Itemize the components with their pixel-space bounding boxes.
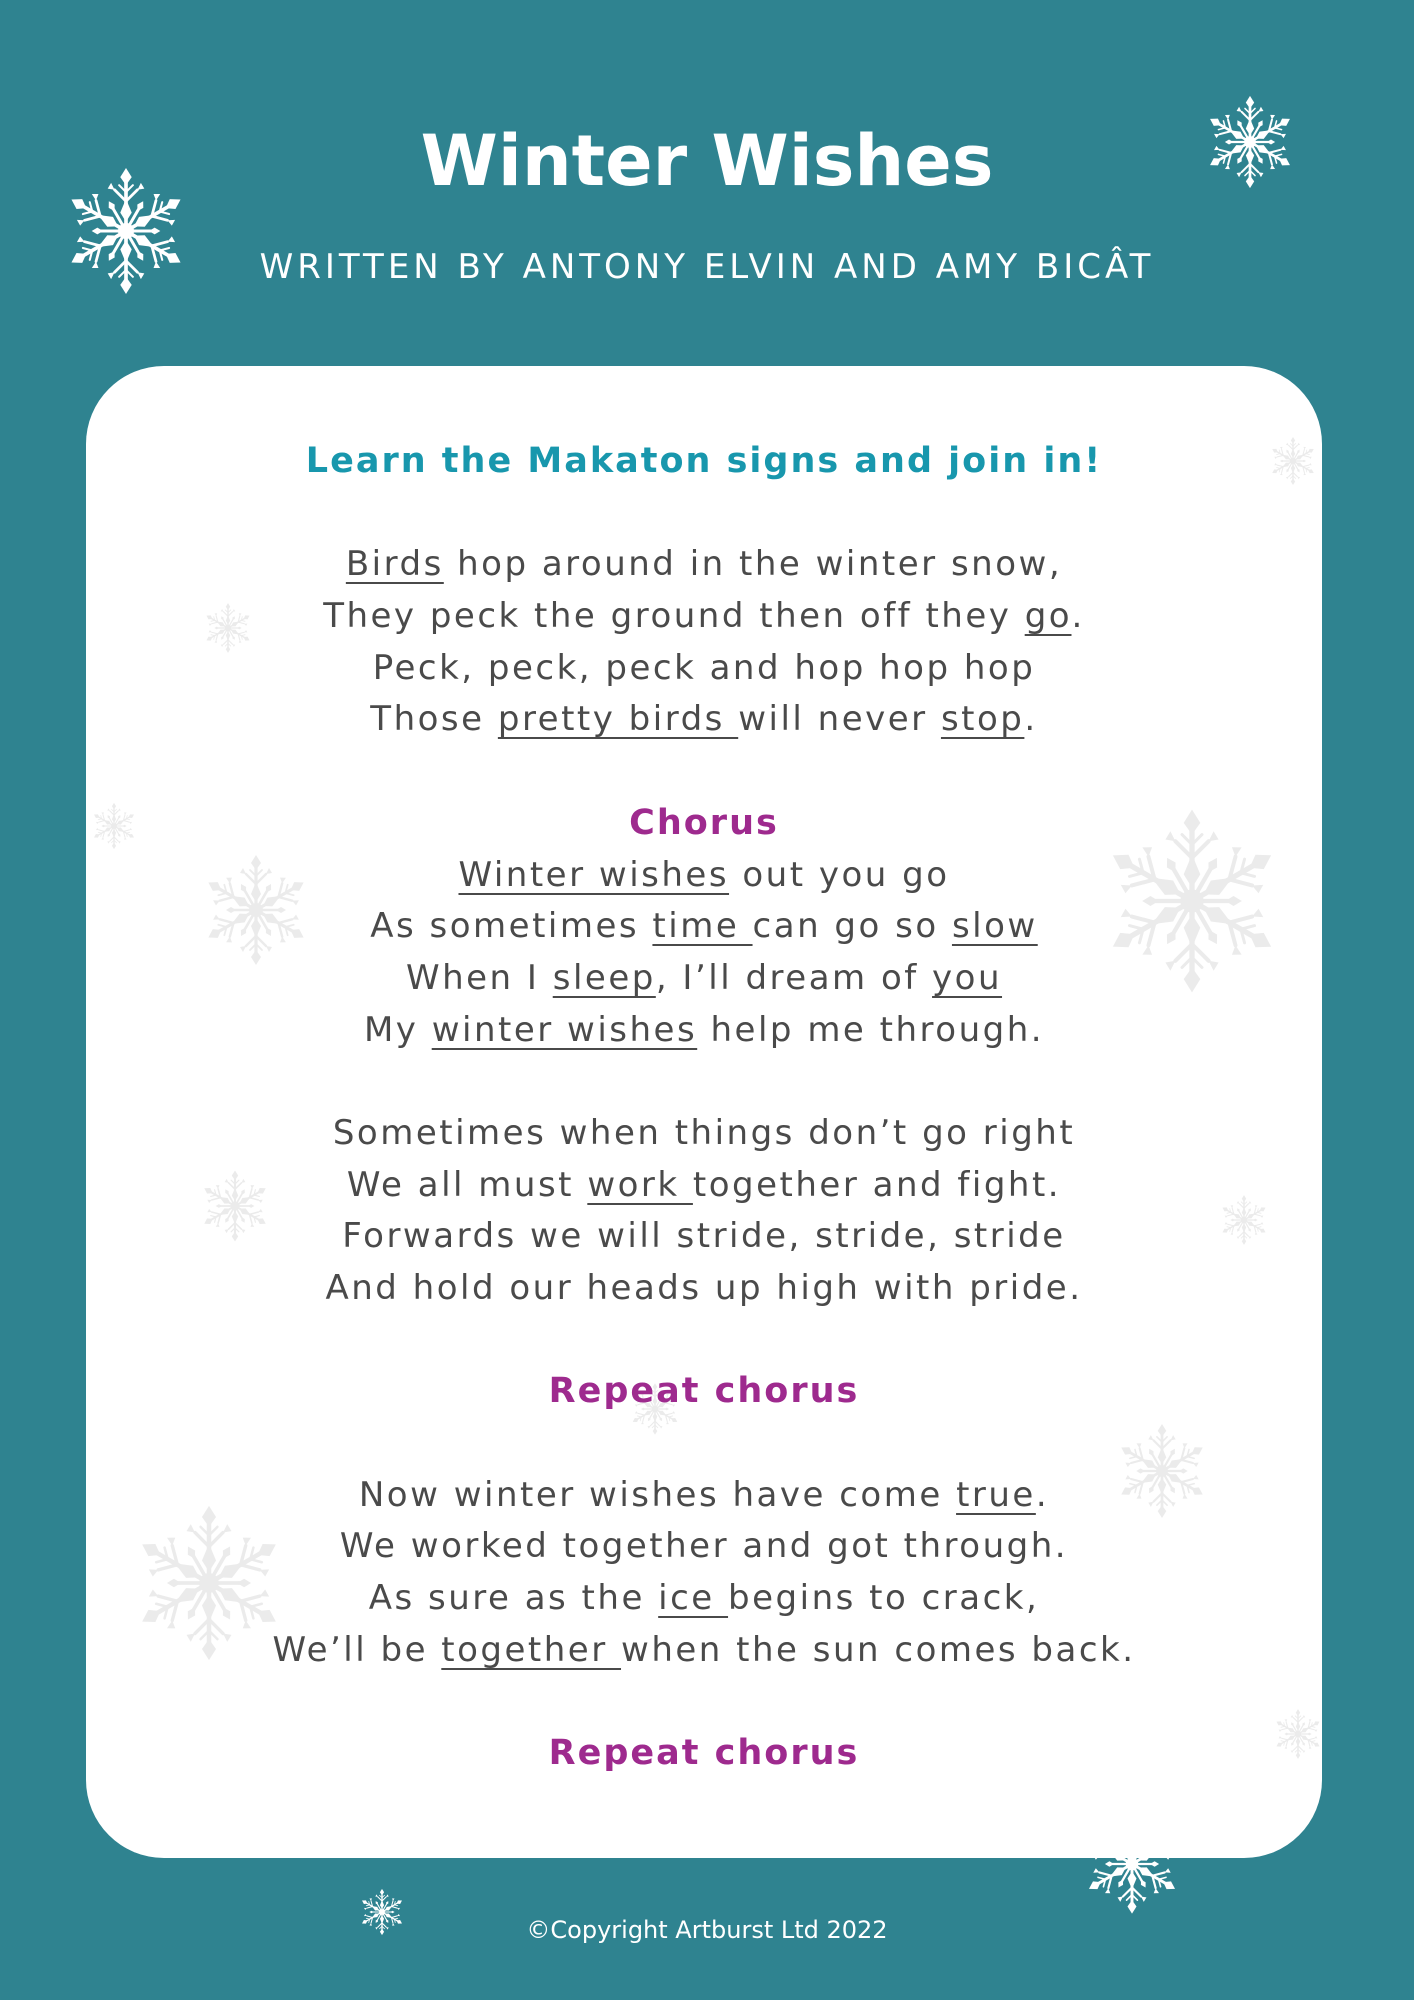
- makaton-sign-word: Winter wishes: [458, 854, 730, 895]
- makaton-sign-word: true: [956, 1474, 1036, 1515]
- makaton-sign-word: Birds: [345, 544, 444, 585]
- verse-line: [86, 1573, 1322, 1625]
- verse-line: Forwards we will stride, stride, stride: [342, 1216, 1066, 1257]
- makaton-sign-word: work: [587, 1164, 693, 1205]
- verse-line: [86, 1625, 1322, 1677]
- lyric-text: out you go: [729, 854, 950, 895]
- makaton-sign-word: stop: [940, 699, 1025, 740]
- repeat-chorus-heading: Repeat chorus: [548, 1371, 860, 1412]
- lyrics-text: [86, 436, 1322, 1780]
- lyrics-card: [86, 366, 1322, 1858]
- copyright-text: ©Copyright Artburst Ltd 2022: [526, 1916, 888, 1944]
- makaton-sign-word: pretty birds: [497, 699, 739, 740]
- chorus-line: [86, 953, 1322, 1005]
- repeat-chorus-heading: Repeat chorus: [548, 1733, 860, 1774]
- lyric-text: when the sun comes back.: [621, 1629, 1136, 1670]
- verse-line: [86, 539, 1322, 591]
- lyric-text: together and fight.: [692, 1164, 1062, 1205]
- lyric-text: As sometimes: [370, 906, 653, 947]
- lyric-text: , I’ll dream of: [655, 957, 933, 998]
- makaton-sign-word: time: [652, 906, 753, 947]
- lyric-text: We all must: [346, 1164, 588, 1205]
- lyric-text: We’ll be: [272, 1629, 442, 1670]
- makaton-sign-word: winter wishes: [431, 1009, 698, 1050]
- chorus-line: [86, 901, 1322, 953]
- lyric-text: Now winter wishes have come: [358, 1474, 957, 1515]
- lyric-text: help me through.: [697, 1009, 1045, 1050]
- makaton-sign-word: ice: [658, 1578, 729, 1619]
- lyric-text: They peck the ground then off they: [323, 596, 1025, 637]
- verse-line: [86, 591, 1322, 643]
- lyric-text: hop around in the winter snow,: [443, 544, 1063, 585]
- lyric-text: begins to crack,: [728, 1578, 1040, 1619]
- makaton-sign-word: sleep: [552, 957, 656, 998]
- snowflake-icon: [1070, 1808, 1194, 1920]
- verse-line: [86, 1160, 1322, 1212]
- makaton-sign-word: slow: [951, 906, 1038, 947]
- chorus-line: [86, 850, 1322, 902]
- lyric-text: will never: [738, 699, 941, 740]
- verse-line: [86, 694, 1322, 746]
- chorus-line: [86, 1005, 1322, 1057]
- lyric-text: .: [1024, 699, 1038, 740]
- makaton-sign-word: together: [441, 1629, 622, 1670]
- verse-line: Peck, peck, peck and hop hop hop: [372, 647, 1036, 688]
- lyric-text: As sure as the: [368, 1578, 659, 1619]
- verse-line: And hold our heads up high with pride.: [325, 1268, 1083, 1308]
- lyric-text: Those: [370, 699, 498, 740]
- verse-line: Sometimes when things don’t go right: [332, 1112, 1076, 1153]
- makaton-sign-word: go: [1024, 596, 1072, 637]
- lyric-text: My: [363, 1009, 432, 1050]
- page-subtitle: WRITTEN BY ANTONY ELVIN AND AMY BICÂT: [259, 247, 1155, 287]
- intro-heading: Learn the Makaton signs and join in!: [305, 441, 1103, 481]
- verse-line: We worked together and got through.: [339, 1526, 1069, 1567]
- page-title: Winter Wishes: [420, 120, 994, 202]
- lyric-text: When I: [405, 957, 553, 998]
- chorus-heading: Chorus: [629, 802, 779, 843]
- makaton-sign-word: you: [932, 957, 1003, 998]
- lyric-text: .: [1035, 1474, 1050, 1515]
- lyric-text: can go so: [752, 906, 952, 947]
- verse-line: [86, 1470, 1322, 1522]
- lyric-text: .: [1071, 596, 1085, 637]
